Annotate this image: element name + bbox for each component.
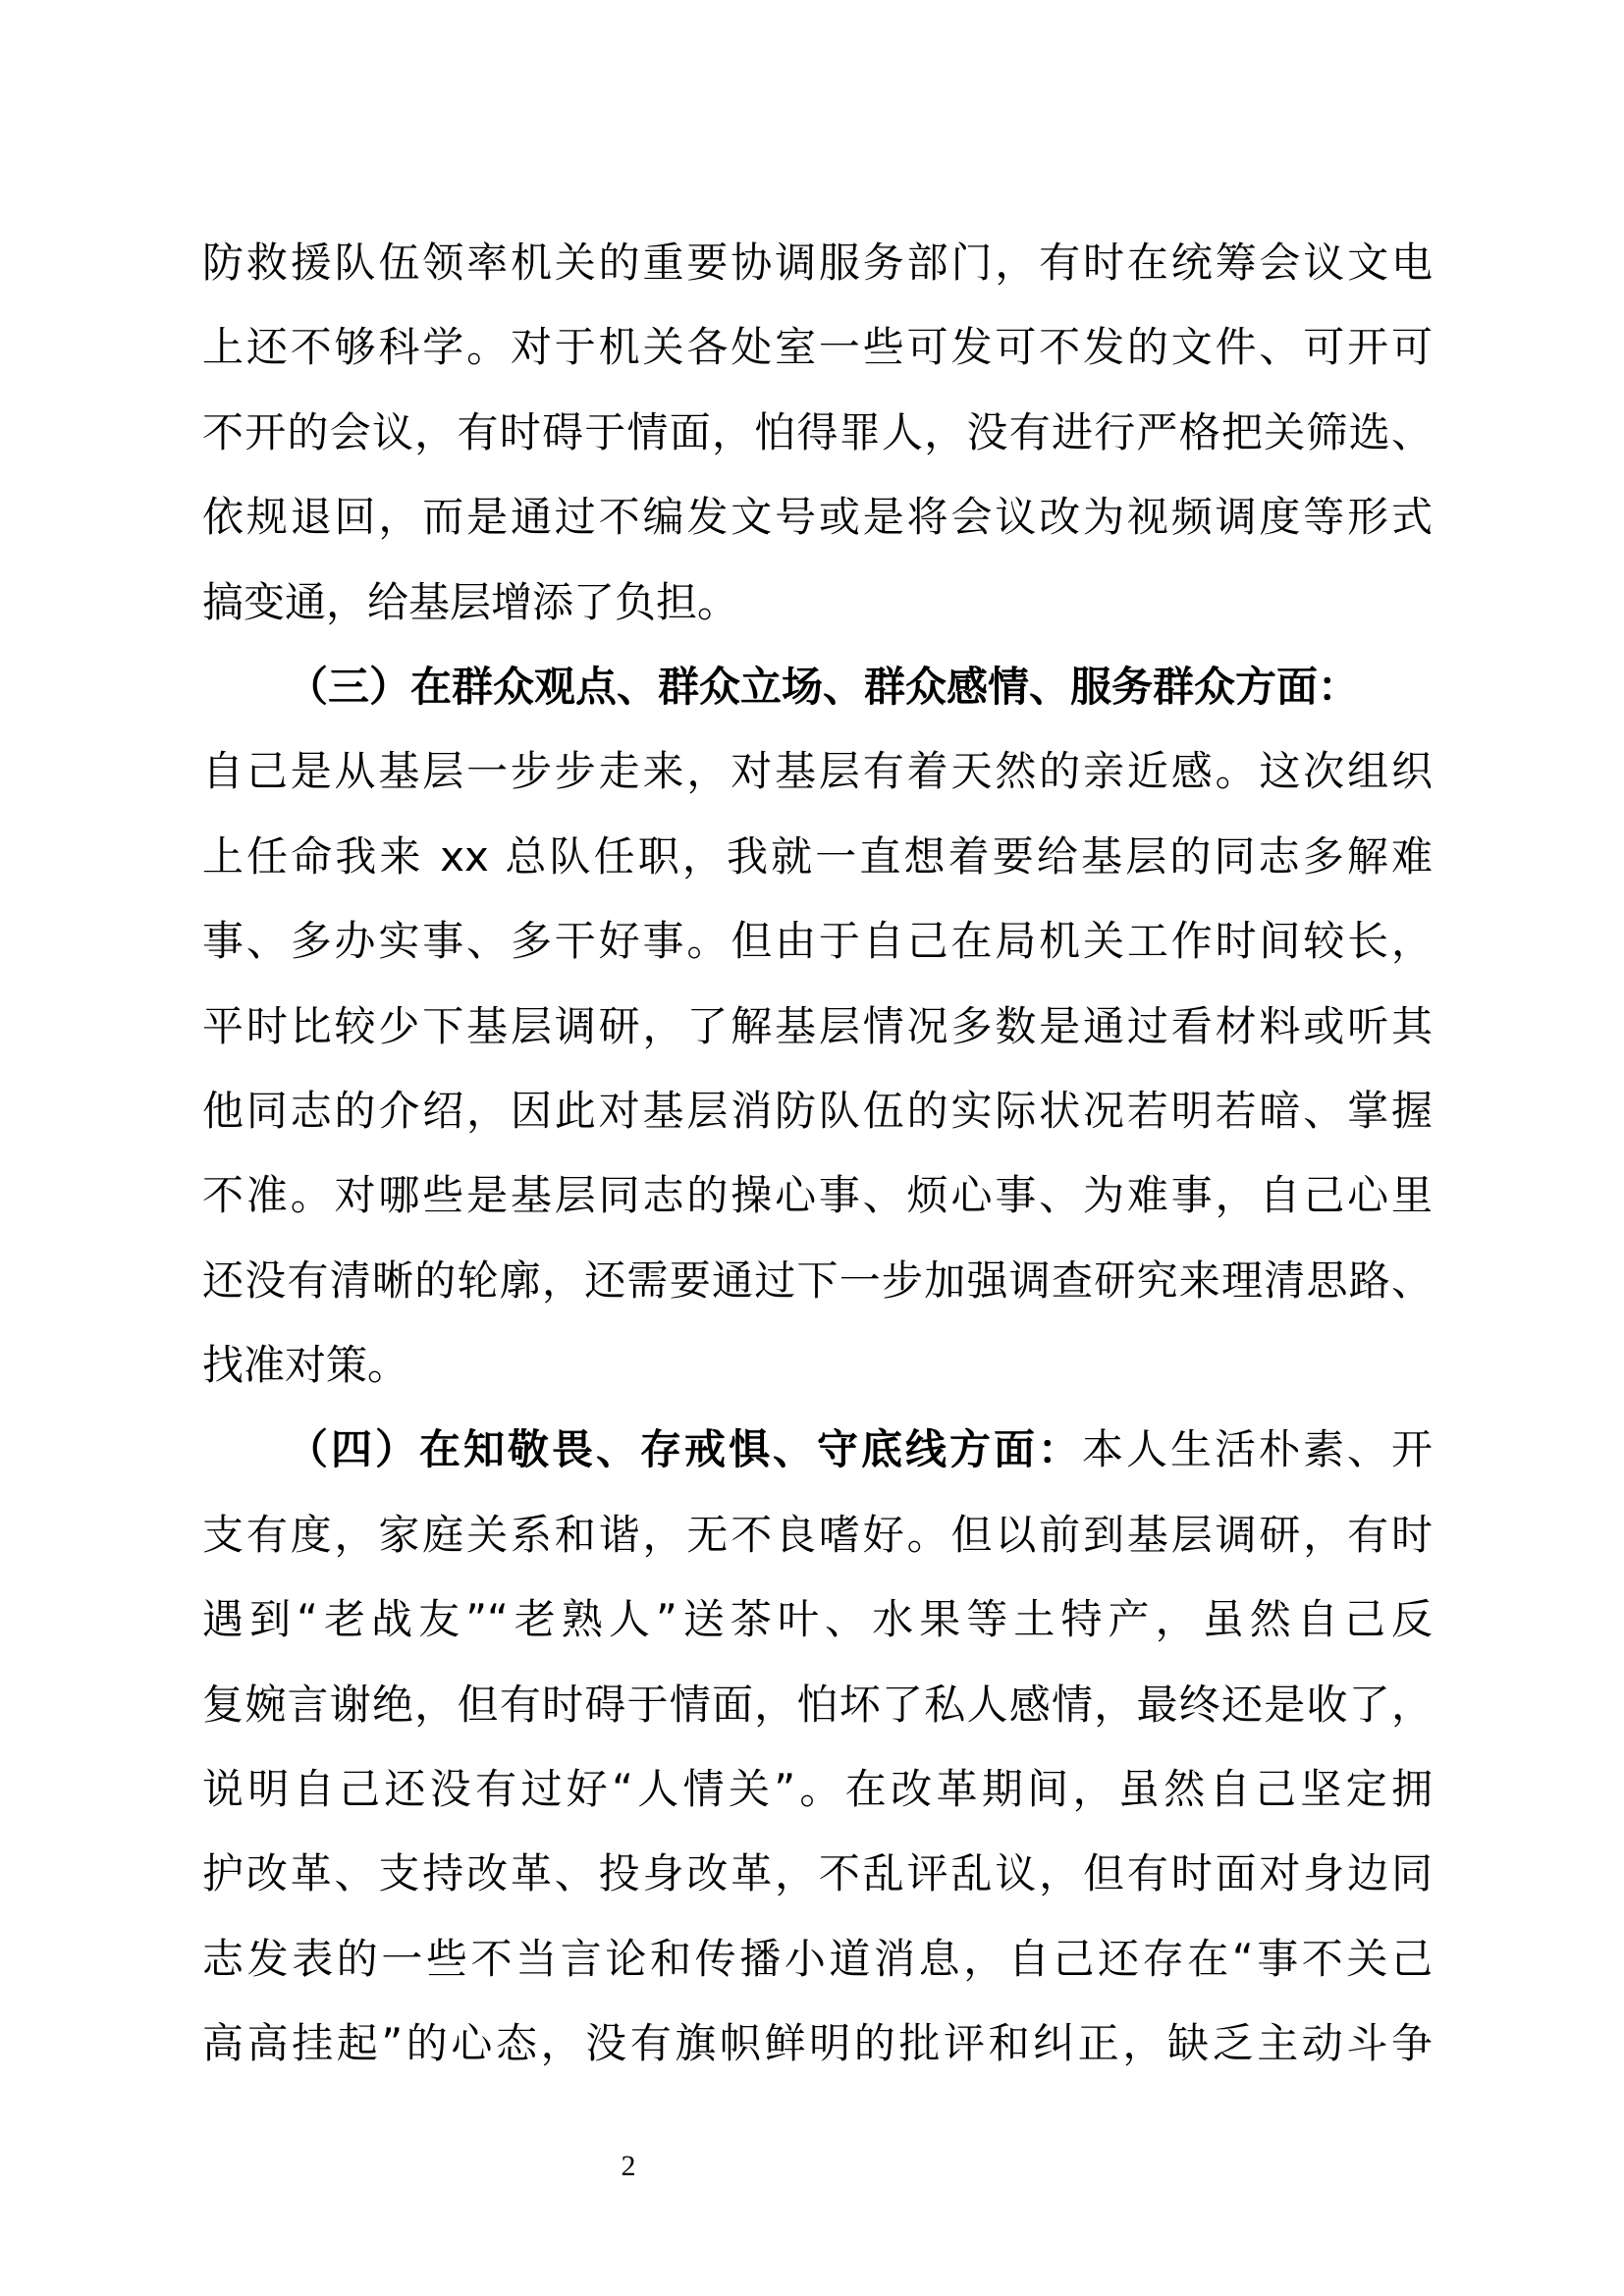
text-line: 上还不够科学。对于机关各处室一些可发可不发的文件、可开可 <box>202 323 1433 372</box>
text-line: 志发表的一些不当言论和传播小道消息，自己还存在“事不关己 <box>202 1934 1433 1983</box>
document-body <box>202 221 1433 2087</box>
text-line: 他同志的介绍，因此对基层消防队伍的实际状况若明若暗、掌握 <box>202 1086 1433 1135</box>
text-line: 支有度，家庭关系和谐，无不良嗜好。但以前到基层调研，有时 <box>202 1510 1433 1559</box>
text-line: 防救援队伍领率机关的重要协调服务部门，有时在统筹会议文电 <box>202 239 1433 287</box>
paragraph-3 <box>202 645 1433 1409</box>
text-line: 不开的会议，有时碍于情面，怕得罪人，没有进行严格把关筛选、 <box>202 407 1433 456</box>
text-line: 搞变通，给基层增添了负担。 <box>202 577 739 626</box>
text-line: 还没有清晰的轮廓，还需要通过下一步加强调查研究来理清思路、 <box>202 1255 1433 1305</box>
text-line: 平时比较少下基层调研，了解基层情况多数是通过看材料或听其 <box>202 1001 1433 1050</box>
text-line: 复婉言谢绝，但有时碍于情面，怕坏了私人感情，最终还是收了， <box>202 1680 1433 1729</box>
section-heading-3: （三）在群众观点、群众立场、群众感情、服务群众方面： <box>287 662 1360 711</box>
text-line: 说明自己还没有过好“人情关”。在改革期间，虽然自己坚定拥 <box>202 1765 1433 1814</box>
text-line: 依规退回，而是通过不编发文号或是将会议改为视频调度等形式 <box>202 493 1433 542</box>
text-line: 高高挂起”的心态，没有旗帜鲜明的批评和纠正，缺乏主动斗争 <box>202 2019 1433 2068</box>
page-number: 2 <box>621 2150 636 2182</box>
heading-continuation: 本人生活朴素、开 <box>1081 1425 1433 1474</box>
text-line: 遇到“老战友”“老熟人”送茶叶、水果等土特产，虽然自己反 <box>202 1595 1433 1644</box>
text-line: 护改革、支持改革、投身改革，不乱评乱议，但有时面对身边同 <box>202 1849 1433 1898</box>
text-line: 事、多办实事、多干好事。但由于自己在局机关工作时间较长， <box>202 917 1433 966</box>
paragraph-4 <box>202 1408 1433 2086</box>
paragraph-2-continued <box>202 221 1433 645</box>
text-line: 找准对策。 <box>202 1341 409 1390</box>
text-line: 上任命我来 xx 总队任职，我就一直想着要给基层的同志多解难 <box>202 831 1433 881</box>
text-line: 自己是从基层一步步走来，对基层有着天然的亲近感。这次组织 <box>202 747 1433 796</box>
section-heading-line-4 <box>202 1408 1433 1492</box>
section-heading-4: （四）在知敬畏、存戒惧、守底线方面： <box>287 1425 1082 1474</box>
text-line: 不准。对哪些是基层同志的操心事、烦心事、为难事，自己心里 <box>202 1171 1433 1220</box>
